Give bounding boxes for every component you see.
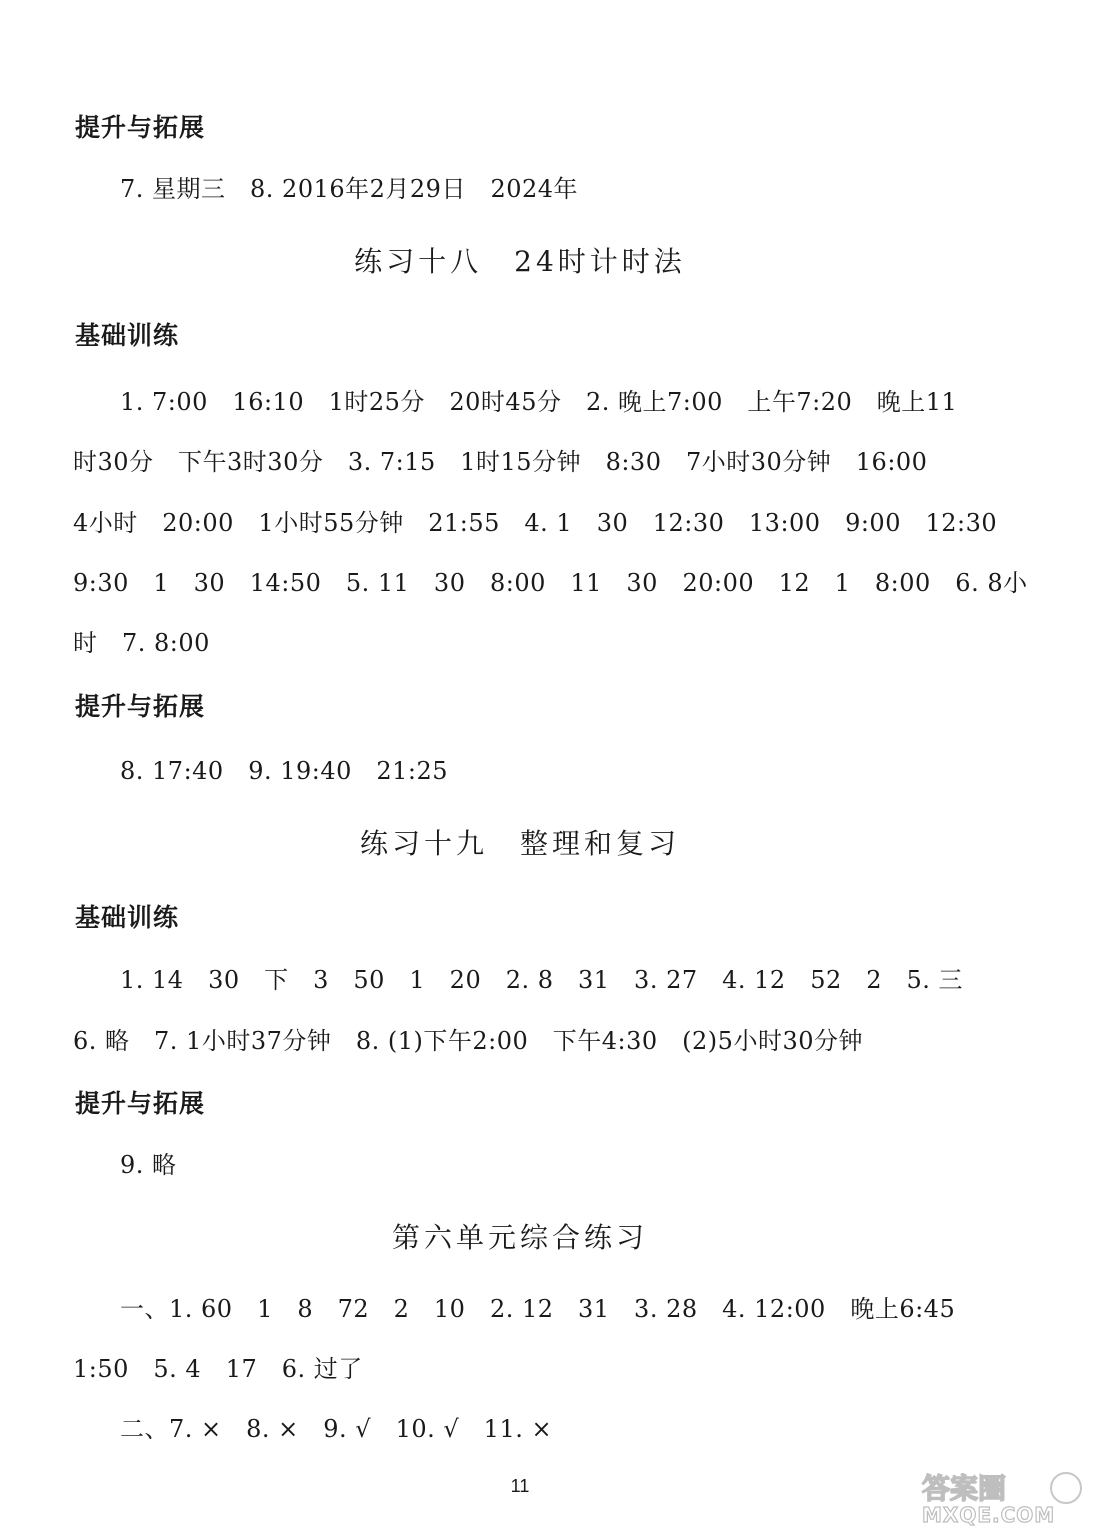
- answer-line: 8. 17:40 9. 19:40 21:25: [120, 757, 449, 785]
- section-heading: 基础训练: [75, 321, 180, 350]
- answer-line: 1:50 5. 4 17 6. 过了: [73, 1355, 363, 1383]
- watermark-text-cn: 答案圈: [922, 1472, 1007, 1505]
- answer-line: 4小时 20:00 1小时55分钟 21:55 4. 1 30 12:30 13:00 9:00 12:30: [73, 509, 998, 537]
- answer-line: 9:30 1 30 14:50 5. 11 30 8:00 11 30 20:00 12 1 8:00 6. 8小: [73, 569, 1028, 597]
- exercise-title: 练习十九 整理和复习: [359, 827, 680, 860]
- answer-line: 一、1. 60 1 8 72 2 10 2. 12 31 3. 28 4. 12:00 晚上6:45: [120, 1295, 956, 1323]
- exercise-title: 练习十八 24时计时法: [354, 245, 686, 278]
- watermark-logo: [918, 1468, 1088, 1526]
- answer-line: 二、7. × 8. × 9. √ 10. √ 11. ×: [120, 1415, 553, 1443]
- answer-line: 1. 14 30 下 3 50 1 20 2. 8 31 3. 27 4. 12 52 2 5. 三: [120, 966, 964, 994]
- answer-line: 6. 略 7. 1小时37分钟 8. (1)下午2:00 下午4:30 (2)5小时30分钟: [73, 1027, 863, 1055]
- answer-line: 1. 7:00 16:10 1时25分 20时45分 2. 晚上7:00 上午7:20 晚上11: [120, 388, 958, 416]
- section-heading: 提升与拓展: [75, 692, 206, 721]
- answer-line: 9. 略: [120, 1151, 177, 1179]
- answer-line: 7. 星期三 8. 2016年2月29日 2024年: [120, 175, 579, 203]
- exercise-title: 第六单元综合练习: [391, 1221, 648, 1254]
- answer-line: 时30分 下午3时30分 3. 7:15 1时15分钟 8:30 7小时30分钟 16:00: [73, 448, 928, 476]
- watermark-text-en: MXQE.COM: [922, 1503, 1056, 1526]
- section-heading: 提升与拓展: [75, 1089, 206, 1118]
- section-heading: 提升与拓展: [75, 113, 206, 142]
- page-number: 11: [510, 1476, 530, 1496]
- answer-line: 时 7. 8:00: [73, 629, 210, 657]
- section-heading: 基础训练: [75, 903, 180, 932]
